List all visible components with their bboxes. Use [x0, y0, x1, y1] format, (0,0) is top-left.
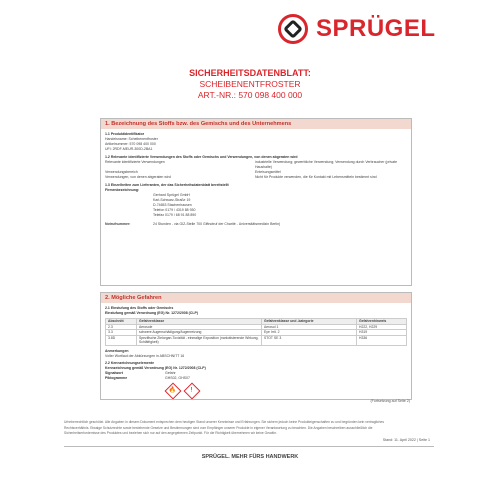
table-cell: H222, H229: [357, 324, 407, 330]
address-line: Telefon 0179 / 4319 88 930: [153, 208, 196, 212]
table-cell: 3.8D: [106, 335, 137, 345]
address-line: Gerhard Sprügel GmbH: [153, 193, 190, 197]
continued-note: (Fortsetzung auf Seite 2): [370, 399, 410, 403]
document-date: Stand: 11. April 2022 | Seite 1: [382, 438, 430, 442]
table-cell: schwere Augenschädigung/Augenreizung: [137, 330, 262, 336]
section-1: [100, 118, 412, 286]
emergency-text: 24 Stunden - via GIZ-Stelle 700 Giftnotruf der Charité - Universitätsmedizin Berlin): [153, 222, 281, 226]
s11-title: 1.1 Produktidentifikator: [105, 132, 145, 136]
s21-title: 2.1 Einstufung des Stoffs oder Gemischs: [105, 306, 174, 310]
section-2-header: 2. Mögliche Gefahren: [101, 293, 411, 303]
supplier-address: [153, 193, 407, 218]
brand-slogan: SPRÜGEL. MEHR FÜRS HANDWERK: [201, 454, 299, 460]
table-cell: H319: [357, 330, 407, 336]
column-header: Gefahrenklasse und -kategorie: [262, 319, 357, 325]
footer-divider: [64, 446, 434, 447]
s21-subtitle: Einstufung gemäß Verordnung (EG) Nr. 1272/2008 (CLP): [105, 311, 198, 315]
table-cell: Eye Irrit. 2: [262, 330, 357, 336]
use-label: Verwendungen, von denen abgeraten wird: [105, 175, 171, 179]
use-label: Relevante identifizierte Verwendungen: [105, 160, 165, 164]
legal-footnote: Urheberrechtlich geschützt. Alle Angaben in diesem Dokument entsprechen dem heutigen Stand unserer Kenntnisse und Erfahrungen. Sie sichern jedoch keine Produkteigenschaften zu und begründen kein vertragliches Rechtsverhältnis. Etwaige Schutzrechte sowie bestehende Gesetze und Bestimmungen sind vom Empfänger unserer Produkte in eigener Verantwortung zu beachten. Die Angaben beschreiben ausschließlich die Sicherheitserfordernisse des Produktes und beziehen sich nur auf den angegebenen Zeitpunkt. Für die Richtigkeit übernehmen wir keine Gewähr.: [64, 420, 384, 436]
use-value: Nicht für Produkte verwenden, die für Kontakt mit Lebensmitteln bestimmt sind: [255, 175, 377, 179]
use-row: [105, 175, 407, 180]
notes-text: Voller Wortlaut der Abkürzungen in ABSCHNITT 16: [105, 353, 185, 358]
use-row: [105, 160, 407, 170]
table-cell: 3.3: [106, 330, 137, 336]
notes-label: Anmerkungen: [105, 348, 129, 353]
logo-icon: [278, 14, 308, 44]
pictogram-label: Piktogramme: [105, 375, 128, 380]
s22-subtitle: Kennzeichnung gemäß Verordnung (EG) Nr. 1272/2008 (CLP): [105, 365, 206, 370]
document-title: [0, 68, 500, 101]
use-label: Verwendungsbereich: [105, 170, 138, 174]
title-line-1: SICHERHEITSDATENBLATT:: [189, 68, 311, 78]
table-cell: Aerosole: [137, 324, 262, 330]
emergency-row: [105, 222, 407, 227]
table-cell: STOT SE 3: [262, 335, 357, 345]
s12-title: 1.2 Relevante identifizierte Verwendungen des Stoffs oder Gemischs und Verwendungen, von denen abgeraten wird: [105, 155, 298, 159]
s22-title: 2.2 Kennzeichnungselemente: [105, 360, 155, 365]
use-value: industrielle Verwendung; gewerbliche Verwendung; Verwendung durch Verbraucher (private Haushalte): [255, 160, 398, 169]
s13-title: 1.3 Einzelheiten zum Lieferanten, der das Sicherheitsdatenblatt bereitstellt: [105, 183, 229, 187]
column-header: Gefahrenhinweis: [357, 319, 407, 325]
title-line-2: SCHEIBENENTFROSTER: [199, 79, 301, 89]
hazard-table: [105, 318, 407, 346]
ghs-pictograms: [165, 383, 407, 399]
brand-name: SPRÜGEL: [316, 15, 436, 42]
exclamation-icon: !: [184, 382, 201, 399]
signal-value: Gefahr: [165, 370, 176, 375]
flame-icon: 🔥: [165, 382, 182, 399]
title-line-3: ART.-NR.: 570 098 400 000: [197, 90, 303, 100]
table-cell: Spezifische Zielorgan-Toxizität - einmalige Exposition (narkotisierende Wirkung, Schläfrigkeit): [137, 335, 262, 345]
column-header: Gefahrenklasse: [137, 319, 262, 325]
pictogram-row: [105, 376, 407, 381]
column-header: Abschnitt: [106, 319, 137, 325]
signal-label: Signalwort: [105, 370, 123, 375]
section-2: [100, 292, 412, 400]
brand-logo: [278, 14, 436, 44]
address-line: Telefax 0179 / 68 91 88 890: [153, 213, 197, 217]
firma-label: Firmenbezeichnung:: [105, 188, 140, 192]
address-line: Karl-Schwarz-Straße 19: [153, 198, 191, 202]
pictogram-value: GHS02, GHS07: [165, 375, 190, 380]
handelsname: Handelsname: Scheibenentfroster: [105, 137, 158, 141]
table-cell: 2.3: [106, 324, 137, 330]
use-value: Enteisungsmittel: [255, 170, 281, 174]
artikelnummer: Artikelnummer: 570 098 400 000: [105, 142, 156, 146]
emergency-label: Notrufnummer:: [105, 222, 131, 226]
address-line: D-74653 Stachenhausen: [153, 203, 192, 207]
table-cell: H336: [357, 335, 407, 345]
table-cell: Aerosol 1: [262, 324, 357, 330]
section-1-header: 1. Bezeichnung des Stoffs bzw. des Gemischs und des Unternehmens: [101, 119, 411, 129]
table-row: [106, 335, 407, 345]
ufi: UFI: 2RDF-MEUR-300D-2BA1: [105, 147, 153, 151]
